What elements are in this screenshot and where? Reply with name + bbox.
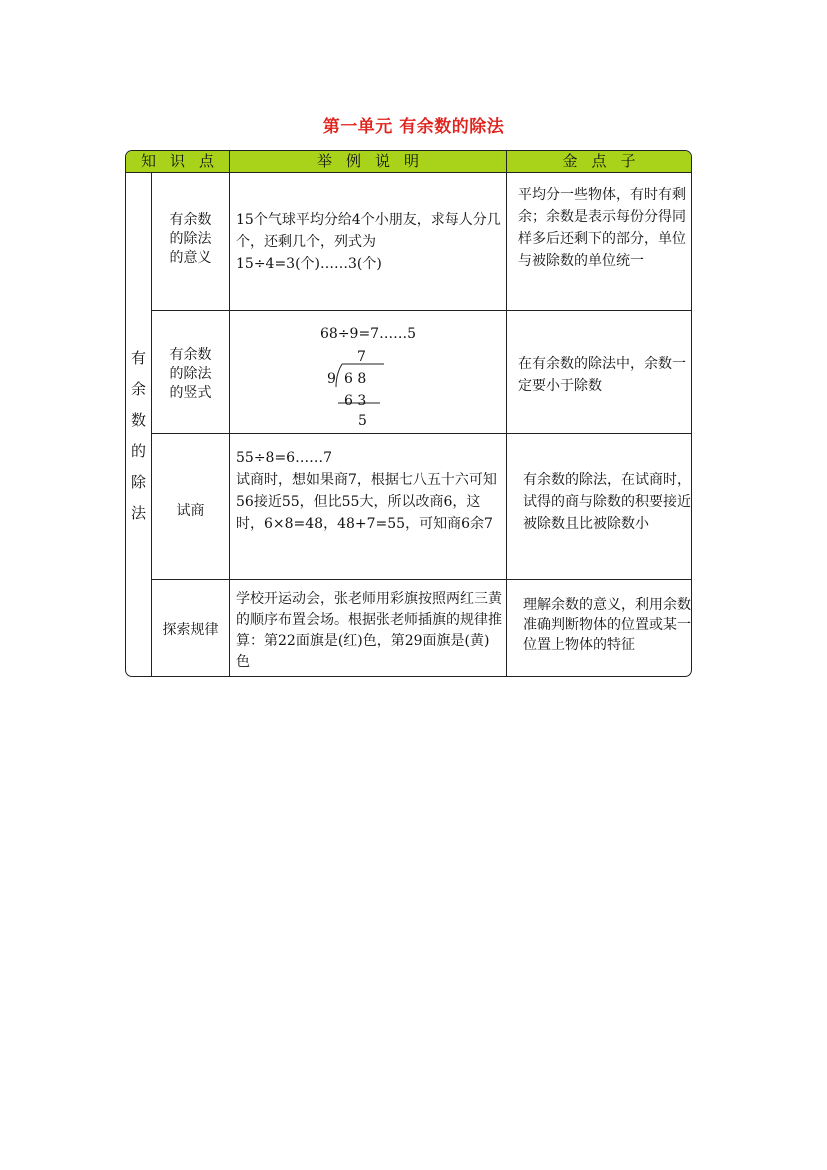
long-division-bracket	[230, 311, 506, 433]
page-title: 第一单元 有余数的除法	[322, 117, 505, 137]
row-divider	[151, 433, 692, 434]
dividend: 6 8	[344, 371, 367, 387]
tip-trial-quotient: 有余数的除法，在试商时，试得的商与除数的积要接近被除数且比被除数小	[523, 472, 691, 532]
example-trial-quotient: 55÷8=6……7 试商时，想如果商7，根据七八五十六可知56接近55，但比55大，所以改商6，这时，6×8=48，48+7=55，可知商6余7	[236, 450, 497, 532]
header-knowledge: 知识点	[140, 152, 228, 170]
category-label: 有 余 数 的 除 法	[130, 349, 146, 522]
tip-vertical-form: 在有余数的除法中，余数一定要小于除数	[518, 356, 686, 394]
table-header	[126, 151, 691, 173]
topic-pattern: 探索规律	[162, 622, 219, 638]
example-pattern: 学校开运动会，张老师用彩旗按照两红三黄的顺序布置会场。根据张老师插旗的规律推算：第22面旗是(红)色，第29面旗是(黄)色	[236, 591, 502, 670]
quotient: 7	[357, 349, 366, 365]
header-tips: 金点子	[562, 152, 650, 170]
row-divider	[151, 579, 692, 580]
topic-vertical-form: 有余数 的除法 的竖式	[169, 347, 212, 401]
header-examples: 举例说明	[316, 152, 433, 170]
example-vertical-form	[230, 311, 506, 433]
product: 6 3	[344, 393, 367, 409]
summary-table	[125, 150, 692, 677]
divisor: 9	[327, 371, 336, 387]
division-equation: 68÷9=7……5	[320, 326, 416, 342]
remainder: 5	[358, 413, 367, 429]
example-meaning: 15个气球平均分给4个小朋友，求每人分几个，还剩几个，列式为 15÷4=3(个)……3(个)	[236, 212, 501, 272]
topic-trial-quotient: 试商	[176, 503, 205, 519]
tip-pattern: 理解余数的意义，利用余数准确判断物体的位置或某一位置上物体的特征	[523, 597, 691, 653]
grid-line	[506, 151, 507, 677]
topic-meaning: 有余数 的除法 的意义	[169, 212, 212, 266]
tip-meaning: 平均分一些物体，有时有剩余；余数是表示每份分得同样多后还剩下的部分，单位与被除数的单位统一	[518, 187, 686, 269]
